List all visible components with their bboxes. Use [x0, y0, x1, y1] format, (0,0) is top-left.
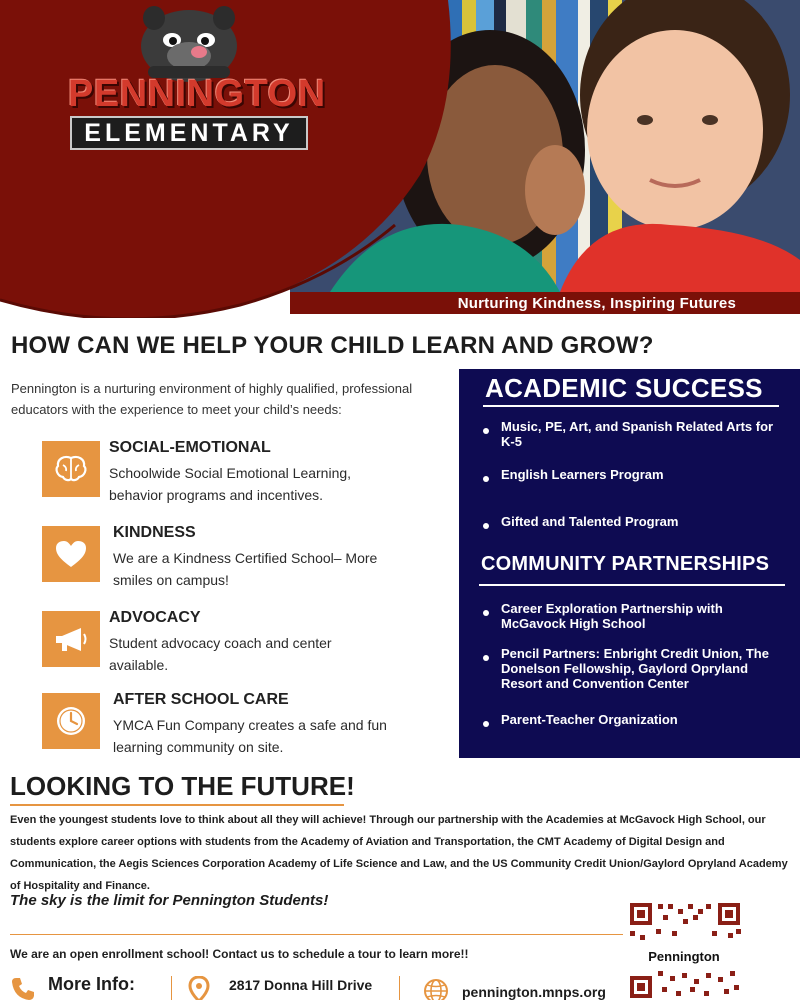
globe-icon [423, 978, 449, 1000]
community-partnerships-title: COMMUNITY PARTNERSHIPS [481, 553, 770, 575]
future-title: LOOKING TO THE FUTURE! [10, 771, 355, 801]
phone-icon [10, 976, 36, 1000]
list-item: Pencil Partners: Enbright Credit Union, The Donelson Fellowship, Gaylord Opryland Resort and Convention Center [481, 646, 781, 691]
feature-advocacy [42, 611, 442, 681]
megaphone-icon [42, 611, 100, 667]
intro-text: Pennington is a nurturing environment of highly qualified, professional educators with the experience to meet your child’s needs: [11, 381, 413, 417]
future-underline [10, 804, 344, 806]
feature-title: KINDNESS [113, 524, 196, 541]
clock-icon [42, 693, 100, 749]
divider [10, 934, 623, 935]
future-tagline: The sky is the limit for Pennington Students! [10, 892, 329, 909]
future-body: Even the youngest students love to think about all they will achieve! Through our partnership with the Academies at McGavock High School, our students explore career options with students from the Academy of Aviation and Transportation, the CMT Academy of Digital Design and Communication, the Aegis Sciences Corporation Academy of Life Science and Law, and the US Community Credit Union/Gaylord Opryland Academy of Hospitality and Finance. [10, 814, 788, 892]
brain-icon [42, 441, 100, 497]
tagline: Nurturing Kindness, Inspiring Futures [457, 294, 736, 312]
title-underline [483, 405, 779, 407]
divider [399, 976, 400, 1000]
list-item: Career Exploration Partnership with McGavock High School [481, 601, 781, 631]
programs-panel [459, 369, 800, 758]
enrollment-text: We are an open enrollment school! Contact us to schedule a tour to learn more!! [10, 947, 469, 961]
feature-social-emotional [42, 441, 442, 511]
school-name: PENNINGTON [68, 73, 326, 115]
list-item: Music, PE, Art, and Spanish Related Arts for K-5 [481, 419, 781, 449]
feature-description: We are a Kindness Certified School– More smiles on campus! [113, 550, 378, 588]
feature-title: ADVOCACY [109, 609, 201, 626]
academic-success-title: ACADEMIC SUCCESS [485, 373, 763, 403]
title-underline [479, 584, 785, 586]
hero-banner [0, 0, 800, 318]
feature-kindness [42, 526, 442, 596]
main-headline: HOW CAN WE HELP YOUR CHILD LEARN AND GROW? [11, 332, 654, 359]
feature-description: Schoolwide Social Emotional Learning, behavior programs and incentives. [109, 465, 352, 503]
feature-title: AFTER SCHOOL CARE [113, 691, 289, 708]
address-line: 2817 Donna Hill Drive [229, 977, 373, 993]
more-info-label: More Info: [48, 974, 135, 994]
feature-description: Student advocacy coach and center available. [109, 635, 332, 673]
feature-after-school-care [42, 693, 442, 763]
website-link[interactable]: pennington.mnps.org [462, 984, 606, 1000]
feature-title: SOCIAL-EMOTIONAL [109, 439, 271, 456]
list-item: Gifted and Talented Program [481, 514, 781, 529]
school-type: ELEMENTARY [70, 116, 308, 150]
tagline-bar [290, 292, 800, 314]
location-pin-icon [188, 976, 210, 1000]
list-item: English Learners Program [481, 467, 781, 482]
qr-label: Pennington [634, 946, 734, 968]
list-item: Parent-Teacher Organization [481, 712, 781, 727]
divider [171, 976, 172, 1000]
feature-description: YMCA Fun Company creates a safe and fun learning community on site. [113, 717, 387, 755]
heart-icon [42, 526, 100, 582]
